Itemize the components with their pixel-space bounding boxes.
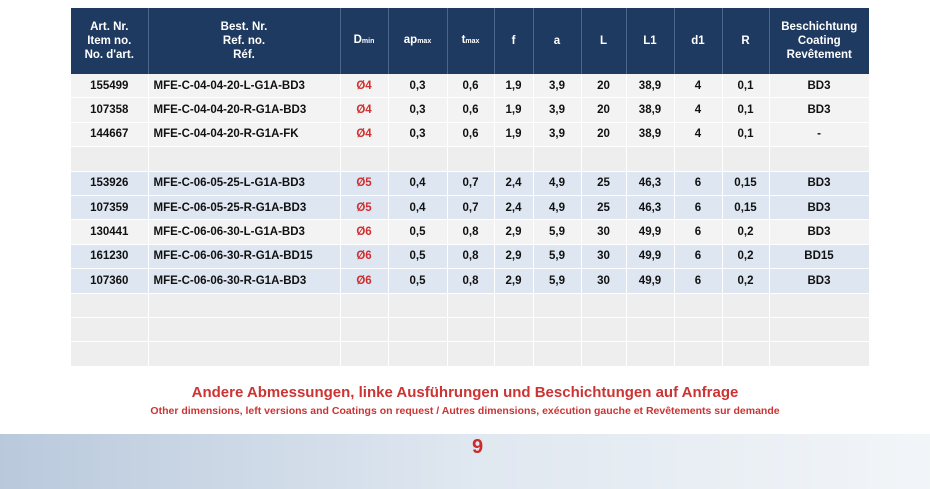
cell-coating <box>769 342 869 366</box>
header-art-nr-line3: No. d'art. <box>84 49 134 61</box>
cell-d1: 6 <box>674 220 722 244</box>
cell-L: 30 <box>581 244 626 268</box>
cell-dmin: Ø5 <box>340 195 388 219</box>
cell-R: 0,1 <box>722 74 769 98</box>
cell-L <box>581 293 626 317</box>
cell-R: 0,2 <box>722 244 769 268</box>
cell-coating: BD15 <box>769 244 869 268</box>
cell-coating: BD3 <box>769 195 869 219</box>
header-ap <box>388 8 447 74</box>
cell-d1: 4 <box>674 74 722 98</box>
cell-t: 0,6 <box>447 122 494 146</box>
product-table-container <box>71 8 869 367</box>
header-dmin <box>340 8 388 74</box>
header-t <box>447 8 494 74</box>
cell-ap: 0,5 <box>388 244 447 268</box>
cell-dmin <box>340 293 388 317</box>
cell-coating: - <box>769 122 869 146</box>
header-R: R <box>722 8 769 74</box>
header-dmin-main: D <box>353 34 362 46</box>
cell-L: 20 <box>581 98 626 122</box>
cell-L1: 46,3 <box>626 195 674 219</box>
cell-ap <box>388 147 447 171</box>
cell-art-nr: 144667 <box>71 122 148 146</box>
product-table <box>71 8 870 367</box>
cell-R: 0,1 <box>722 122 769 146</box>
cell-ap: 0,5 <box>388 220 447 244</box>
cell-coating <box>769 317 869 341</box>
cell-coating <box>769 293 869 317</box>
header-d1: d1 <box>674 8 722 74</box>
cell-art-nr: 130441 <box>71 220 148 244</box>
cell-coating: BD3 <box>769 98 869 122</box>
table-row <box>71 147 869 171</box>
header-f: f <box>494 8 533 74</box>
cell-ap: 0,4 <box>388 195 447 219</box>
cell-L1 <box>626 293 674 317</box>
header-a: a <box>533 8 581 74</box>
cell-d1: 4 <box>674 122 722 146</box>
cell-a: 5,9 <box>533 269 581 293</box>
cell-best-nr: MFE-C-06-06-30-R-G1A-BD15 <box>148 244 340 268</box>
header-coating-line2: Coating <box>797 35 841 47</box>
cell-L1 <box>626 147 674 171</box>
cell-a <box>533 342 581 366</box>
cell-coating <box>769 147 869 171</box>
note-main: Andere Abmessungen, linke Ausführungen und Beschichtungen auf Anfrage <box>191 384 739 401</box>
cell-t: 0,7 <box>447 171 494 195</box>
cell-L1: 38,9 <box>626 74 674 98</box>
cell-d1 <box>674 342 722 366</box>
cell-f <box>494 317 533 341</box>
cell-L1 <box>626 342 674 366</box>
cell-a: 4,9 <box>533 195 581 219</box>
header-dmin-sub: min <box>361 38 375 45</box>
cell-dmin: Ø5 <box>340 171 388 195</box>
cell-L <box>581 317 626 341</box>
cell-L: 30 <box>581 220 626 244</box>
cell-dmin: Ø6 <box>340 220 388 244</box>
cell-ap <box>388 293 447 317</box>
cell-best-nr <box>148 147 340 171</box>
cell-dmin <box>340 342 388 366</box>
cell-d1 <box>674 317 722 341</box>
cell-best-nr: MFE-C-04-04-20-R-G1A-FK <box>148 122 340 146</box>
header-coating <box>769 8 869 74</box>
cell-d1 <box>674 147 722 171</box>
note-sub: Other dimensions, left versions and Coatings on request / Autres dimensions, exécution gauche et Revêtements sur demande <box>150 405 780 417</box>
cell-best-nr: MFE-C-06-06-30-R-G1A-BD3 <box>148 269 340 293</box>
cell-R: 0,2 <box>722 220 769 244</box>
cell-f <box>494 147 533 171</box>
cell-t: 0,6 <box>447 74 494 98</box>
cell-t <box>447 317 494 341</box>
cell-L: 25 <box>581 195 626 219</box>
cell-f: 2,9 <box>494 220 533 244</box>
header-L: L <box>581 8 626 74</box>
cell-ap: 0,3 <box>388 98 447 122</box>
cell-f: 2,9 <box>494 244 533 268</box>
cell-f: 1,9 <box>494 98 533 122</box>
cell-L1: 49,9 <box>626 269 674 293</box>
cell-t <box>447 342 494 366</box>
cell-f <box>494 293 533 317</box>
table-row <box>71 317 869 341</box>
cell-R: 0,2 <box>722 269 769 293</box>
cell-coating: BD3 <box>769 171 869 195</box>
cell-a: 5,9 <box>533 244 581 268</box>
cell-art-nr <box>71 293 148 317</box>
cell-t: 0,8 <box>447 220 494 244</box>
cell-L: 20 <box>581 122 626 146</box>
cell-L <box>581 147 626 171</box>
cell-a: 3,9 <box>533 98 581 122</box>
cell-best-nr <box>148 317 340 341</box>
header-t-sub: max <box>465 38 480 45</box>
cell-dmin <box>340 317 388 341</box>
cell-L1: 49,9 <box>626 220 674 244</box>
cell-L1: 46,3 <box>626 171 674 195</box>
cell-R: 0,15 <box>722 171 769 195</box>
header-art-nr-line1: Art. Nr. <box>90 21 129 33</box>
cell-d1: 6 <box>674 244 722 268</box>
cell-art-nr: 161230 <box>71 244 148 268</box>
cell-best-nr: MFE-C-06-06-30-L-G1A-BD3 <box>148 220 340 244</box>
header-L1: L1 <box>626 8 674 74</box>
cell-a: 4,9 <box>533 171 581 195</box>
header-best-nr-line2: Ref. no. <box>222 35 266 47</box>
table-row <box>71 342 869 366</box>
cell-best-nr: MFE-C-06-05-25-L-G1A-BD3 <box>148 171 340 195</box>
cell-t: 0,8 <box>447 269 494 293</box>
table-row <box>71 98 869 122</box>
cell-art-nr: 107359 <box>71 195 148 219</box>
table-row <box>71 220 869 244</box>
header-art-nr <box>71 8 148 74</box>
cell-f: 1,9 <box>494 122 533 146</box>
cell-d1 <box>674 293 722 317</box>
cell-R: 0,1 <box>722 98 769 122</box>
cell-f: 2,4 <box>494 171 533 195</box>
cell-t <box>447 147 494 171</box>
cell-dmin: Ø6 <box>340 244 388 268</box>
cell-L1: 38,9 <box>626 122 674 146</box>
cell-L: 20 <box>581 74 626 98</box>
cell-art-nr: 153926 <box>71 171 148 195</box>
cell-L1: 38,9 <box>626 98 674 122</box>
cell-art-nr <box>71 342 148 366</box>
cell-t: 0,7 <box>447 195 494 219</box>
cell-L1: 49,9 <box>626 244 674 268</box>
cell-a: 3,9 <box>533 122 581 146</box>
cell-a: 5,9 <box>533 220 581 244</box>
cell-d1: 6 <box>674 171 722 195</box>
cell-dmin: Ø4 <box>340 122 388 146</box>
header-best-nr-line1: Best. Nr. <box>220 21 268 33</box>
header-art-nr-line2: Item no. <box>87 35 132 47</box>
table-header-row <box>71 8 869 74</box>
cell-ap: 0,3 <box>388 74 447 98</box>
page-number: 9 <box>471 436 484 458</box>
cell-d1: 4 <box>674 98 722 122</box>
cell-best-nr <box>148 342 340 366</box>
cell-a <box>533 293 581 317</box>
cell-art-nr <box>71 317 148 341</box>
cell-a <box>533 147 581 171</box>
table-body <box>71 74 869 366</box>
cell-d1: 6 <box>674 195 722 219</box>
header-coating-line3: Revêtement <box>786 49 852 61</box>
cell-f: 1,9 <box>494 74 533 98</box>
cell-R <box>722 147 769 171</box>
header-ap-main: ap <box>403 34 418 46</box>
table-row <box>71 171 869 195</box>
cell-d1: 6 <box>674 269 722 293</box>
cell-coating: BD3 <box>769 269 869 293</box>
cell-R: 0,15 <box>722 195 769 219</box>
cell-art-nr: 107360 <box>71 269 148 293</box>
cell-L1 <box>626 317 674 341</box>
cell-best-nr: MFE-C-04-04-20-R-G1A-BD3 <box>148 98 340 122</box>
cell-art-nr <box>71 147 148 171</box>
cell-t <box>447 293 494 317</box>
table-row <box>71 195 869 219</box>
cell-ap <box>388 342 447 366</box>
header-best-nr <box>148 8 340 74</box>
cell-best-nr: MFE-C-06-05-25-R-G1A-BD3 <box>148 195 340 219</box>
table-row <box>71 293 869 317</box>
table-row <box>71 74 869 98</box>
cell-L: 30 <box>581 269 626 293</box>
cell-ap: 0,3 <box>388 122 447 146</box>
cell-dmin <box>340 147 388 171</box>
cell-R <box>722 317 769 341</box>
cell-f: 2,9 <box>494 269 533 293</box>
cell-a <box>533 317 581 341</box>
notes <box>0 384 930 418</box>
cell-L: 25 <box>581 171 626 195</box>
cell-t: 0,6 <box>447 98 494 122</box>
cell-coating: BD3 <box>769 74 869 98</box>
table-row <box>71 244 869 268</box>
cell-f <box>494 342 533 366</box>
header-coating-line1: Beschichtung <box>781 21 858 33</box>
header-best-nr-line3: Réf. <box>233 49 255 61</box>
cell-dmin: Ø6 <box>340 269 388 293</box>
cell-t: 0,8 <box>447 244 494 268</box>
cell-coating: BD3 <box>769 220 869 244</box>
cell-f: 2,4 <box>494 195 533 219</box>
cell-art-nr: 107358 <box>71 98 148 122</box>
cell-art-nr: 155499 <box>71 74 148 98</box>
cell-ap: 0,5 <box>388 269 447 293</box>
cell-dmin: Ø4 <box>340 98 388 122</box>
cell-dmin: Ø4 <box>340 74 388 98</box>
cell-best-nr <box>148 293 340 317</box>
cell-ap <box>388 317 447 341</box>
cell-R <box>722 342 769 366</box>
cell-a: 3,9 <box>533 74 581 98</box>
table-row <box>71 269 869 293</box>
header-t-main: t <box>461 34 466 46</box>
cell-R <box>722 293 769 317</box>
header-ap-sub: max <box>417 38 432 45</box>
cell-ap: 0,4 <box>388 171 447 195</box>
cell-best-nr: MFE-C-04-04-20-L-G1A-BD3 <box>148 74 340 98</box>
table-row <box>71 122 869 146</box>
cell-L <box>581 342 626 366</box>
